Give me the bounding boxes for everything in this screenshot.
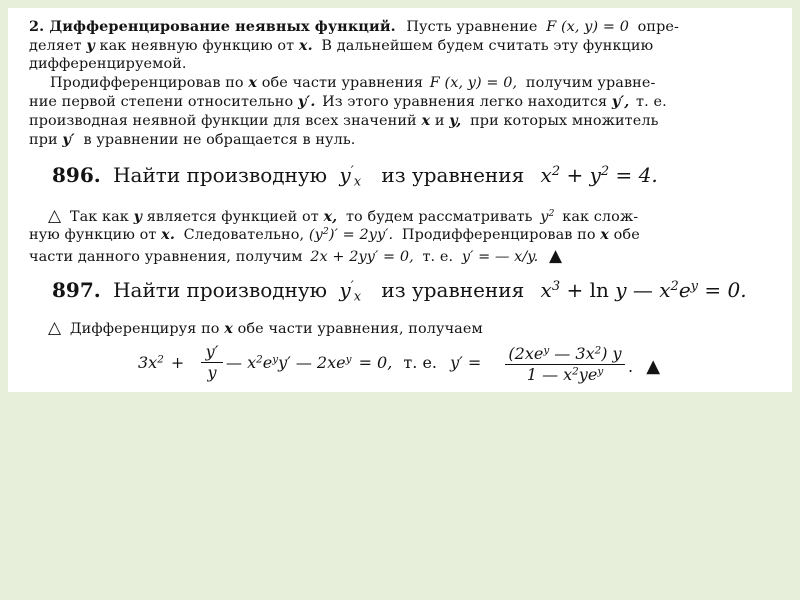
exponent: 2 [256,353,263,366]
variable: x [600,226,609,243]
text-fragment: т. е. [403,353,437,372]
equation-fragment: = 4. [615,163,658,187]
subscript: x [353,289,362,305]
equation-fragment: — x [632,278,671,302]
equation-fragment: )′ = 2yy′. [328,227,394,243]
text-fragment: в уравнении не обращается в нуль. [83,132,356,148]
text-fragment: обе части уравнения [261,75,424,91]
equation [541,278,747,302]
equation-fragment: = 0. [704,278,747,302]
main-line-3 [29,114,659,128]
equation-fragment: 1 — x [526,365,573,384]
text-fragment: части данного уравнения, получим [29,249,303,265]
exponent: 2 [551,163,561,179]
fraction-2 [505,346,625,383]
problem-897 [52,278,747,305]
exponent: 2 [670,278,679,294]
equation-fragment: + ln [566,278,609,302]
text-fragment: дифференцируемой. [29,56,187,72]
exponent: 2 [322,225,329,237]
fraction-numerator [505,346,625,364]
equation-fragment: ye [578,365,598,384]
text-fragment: обе [613,227,640,243]
variable: y [540,209,549,225]
equation-fragment: y′ — 2xe [278,353,346,372]
variable: y [133,208,143,225]
text-fragment: ние первой степени относительно [29,94,294,110]
text-fragment: опре- [637,19,679,35]
derivative [339,163,362,190]
text-fragment: Следовательно, [183,227,305,243]
problem-text: Найти производную [113,278,328,302]
problem-number: 897. [52,278,101,302]
exponent: 2 [594,344,602,357]
exponent: y [345,353,352,366]
section-heading: 2. Дифференцирование неявных функций. [29,18,396,35]
main-line-4 [29,133,355,147]
variable: x. [298,37,313,54]
equation-fragment: (y [308,227,323,243]
y-squared [540,209,554,225]
equation-fragment [309,227,393,243]
variable: y [86,37,95,54]
fraction-denominator: y [207,363,217,382]
problem-text: из уравнения [381,278,525,302]
textbook-page [8,8,792,392]
equation-fragment: y′ = — x/y. [461,249,539,265]
exponent: y [543,344,550,357]
text-fragment: Продифференцировав по [401,227,596,243]
prime-mark: ′ [350,278,354,294]
variable: x. [161,226,175,243]
problem-text: Найти производную [113,163,328,187]
exponent: 2 [572,365,579,378]
variable: y [615,278,627,302]
operator: + [566,163,584,187]
open-triangle-icon: △ [48,206,62,226]
text-fragment: деляет [29,38,82,54]
solution-896-line-1 [48,208,638,225]
fraction-numerator: y′ [205,342,219,361]
equation-fragment: — x [226,353,257,372]
solution-897-line-1 [48,320,483,337]
text-fragment: как неявную функцию от [99,38,295,54]
text-fragment: то будем рассматривать [345,209,533,225]
end-of-solution-icon: ▲ [646,356,661,377]
exponent: y [597,365,604,378]
variable: y [339,278,351,302]
variable: e [262,353,273,372]
variable: y′. [297,93,316,110]
derivative [339,278,362,305]
equation-fragment: . [628,357,634,376]
equation-fragment: y′ = [450,353,482,372]
text-fragment: ную функцию от [29,227,157,243]
text-fragment: при которых множитель [470,113,659,129]
variable: x [421,112,431,129]
subscript: x [353,174,362,190]
exponent: 2 [600,163,610,179]
variable: y′, [611,93,630,110]
equation-fragment: = 0, [358,353,393,372]
variable: y [589,163,601,187]
text-fragment: Пусть уравнение [406,19,538,35]
variable: y, [449,112,462,129]
text-fragment: Продифференцировав по [50,75,244,91]
equation-fragment: F (x, y) = 0, [429,75,518,91]
fraction-1 [201,344,223,381]
equation-fragment: F (x, y) = 0 [546,19,629,35]
text-fragment: обе части уравнения, получаем [237,321,483,337]
text-fragment: т. е. [422,249,454,265]
equation-fragment: ) y [601,344,622,363]
formula-part-2 [226,355,481,371]
equation-fragment: — 3x [554,344,595,363]
equation-fragment: 2x + 2yy′ = 0, [310,249,414,265]
exponent: 2 [157,353,164,366]
text-fragment: т. е. [636,94,667,110]
equation [541,163,658,187]
equation-fragment: (2xe [508,344,544,363]
solution-896-line-2 [29,225,640,243]
variable: y′ [62,131,75,148]
exponent: y [272,353,279,366]
text-fragment: и [434,113,445,129]
problem-896 [52,163,658,190]
solution-896-line-3 [29,248,562,265]
text-fragment: Так как [69,209,129,225]
text-fragment: В дальнейшем будем считать эту функцию [321,38,654,54]
exponent: 2 [548,207,555,219]
main-line-1 [50,76,655,90]
variable: e [678,278,691,302]
variable: x, [323,208,338,225]
equation-fragment: 3x [138,353,158,372]
exponent: y [690,278,699,294]
fraction-denominator [505,365,625,383]
text-fragment: Из этого уравнения легко находится [322,94,608,110]
end-of-solution-icon: ▲ [548,246,563,266]
text-fragment: при [29,132,58,148]
variable: y [339,163,351,187]
variable: x [540,278,552,302]
text-fragment: Дифференцируя по [69,321,220,337]
operator: + [170,353,185,372]
exponent: 3 [551,278,561,294]
intro-line-2 [29,39,653,53]
formula-part-1 [138,355,184,371]
variable: x [248,74,258,91]
text-fragment: получим уравне- [525,75,656,91]
intro-line-1 [29,20,679,34]
text-fragment: производная неявной функции для всех значений [29,113,417,129]
prime-mark: ′ [350,163,354,179]
variable: x [224,320,233,337]
intro-line-3 [29,57,187,71]
formula-end [628,358,660,376]
text-fragment: как слож- [562,209,639,225]
text-fragment: является функцией от [146,209,319,225]
variable: x [540,163,552,187]
main-line-2 [29,95,667,109]
problem-text: из уравнения [381,163,525,187]
problem-number: 896. [52,163,101,187]
open-triangle-icon: △ [48,318,62,338]
